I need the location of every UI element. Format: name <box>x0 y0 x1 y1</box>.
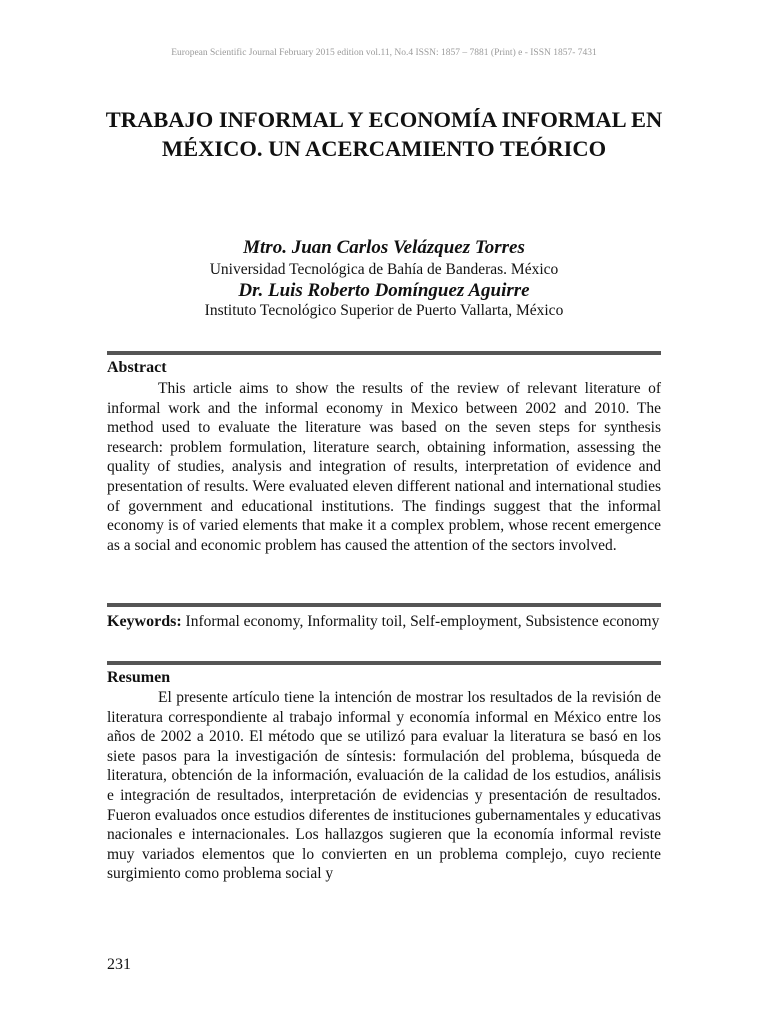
article-title: TRABAJO INFORMAL Y ECONOMÍA INFORMAL EN MÉXICO. UN ACERCAMIENTO TEÓRICO <box>105 107 663 161</box>
divider-keywords <box>107 603 661 607</box>
author-affiliation-2: Instituto Tecnológico Superior de Puerto Vallarta, México <box>204 302 564 319</box>
keywords-label: Keywords: <box>107 613 182 630</box>
abstract-text: This article aims to show the results of the review of relevant literature of informal work and the informal economy in Mexico between 2002 and 2010. The method used to evaluate the literature was based on the seven steps for synthesis research: problem formulation, literature search, obtaining information, assessing the quality of studies, analysis and integration of results, interpretation of evidence and presentation of results. Were evaluated eleven different national and international studies of government and educational institutions. The findings suggest that the informal economy is of varied elements that make it a complex problem, whose recent emergence as a social and economic problem has caused the attention of the sectors involved. <box>107 380 661 554</box>
author-name-2: Dr. Luis Roberto Domínguez Aguirre <box>238 280 530 301</box>
resumen-text: El presente artículo tiene la intención de mostrar los resultados de la revisión de literatura correspondiente al trabajo informal y economía informal en México entre los años de 2002 a 2010. El método que se utilizó para evaluar la literatura se basó en los siete pasos para la investigación de síntesis: formulación del problema, búsqueda de literatura, obtención de la información, evaluación de la calidad de los estudios, análisis e integración de resultados, interpretación de evidencias y presentación de resultados. Fueron evaluados once estudios diferentes de instituciones gubernamentales y educativas nacionales e internacionales. Los hallazgos sugieren que la economía informal reviste muy variados elementos que lo convierten en un problema complejo, cuyo reciente surgimiento como problema social y <box>107 689 661 883</box>
keywords-block <box>107 612 661 632</box>
resumen-heading: Resumen <box>107 669 171 686</box>
keywords-text: Informal economy, Informality toil, Self-employment, Subsistence economy <box>185 613 660 630</box>
author-affiliation-1: Universidad Tecnológica de Bahía de Banderas. México <box>209 261 559 278</box>
abstract-heading: Abstract <box>107 359 167 376</box>
author-name-1: Mtro. Juan Carlos Velázquez Torres <box>243 237 525 258</box>
divider-top <box>107 351 661 355</box>
journal-header: European Scientific Journal February 2015 edition vol.11, No.4 ISSN: 1857 – 7881 (Print) e - ISSN 1857- 7431 <box>171 48 597 58</box>
divider-resumen <box>107 661 661 665</box>
page-number: 231 <box>107 956 131 973</box>
